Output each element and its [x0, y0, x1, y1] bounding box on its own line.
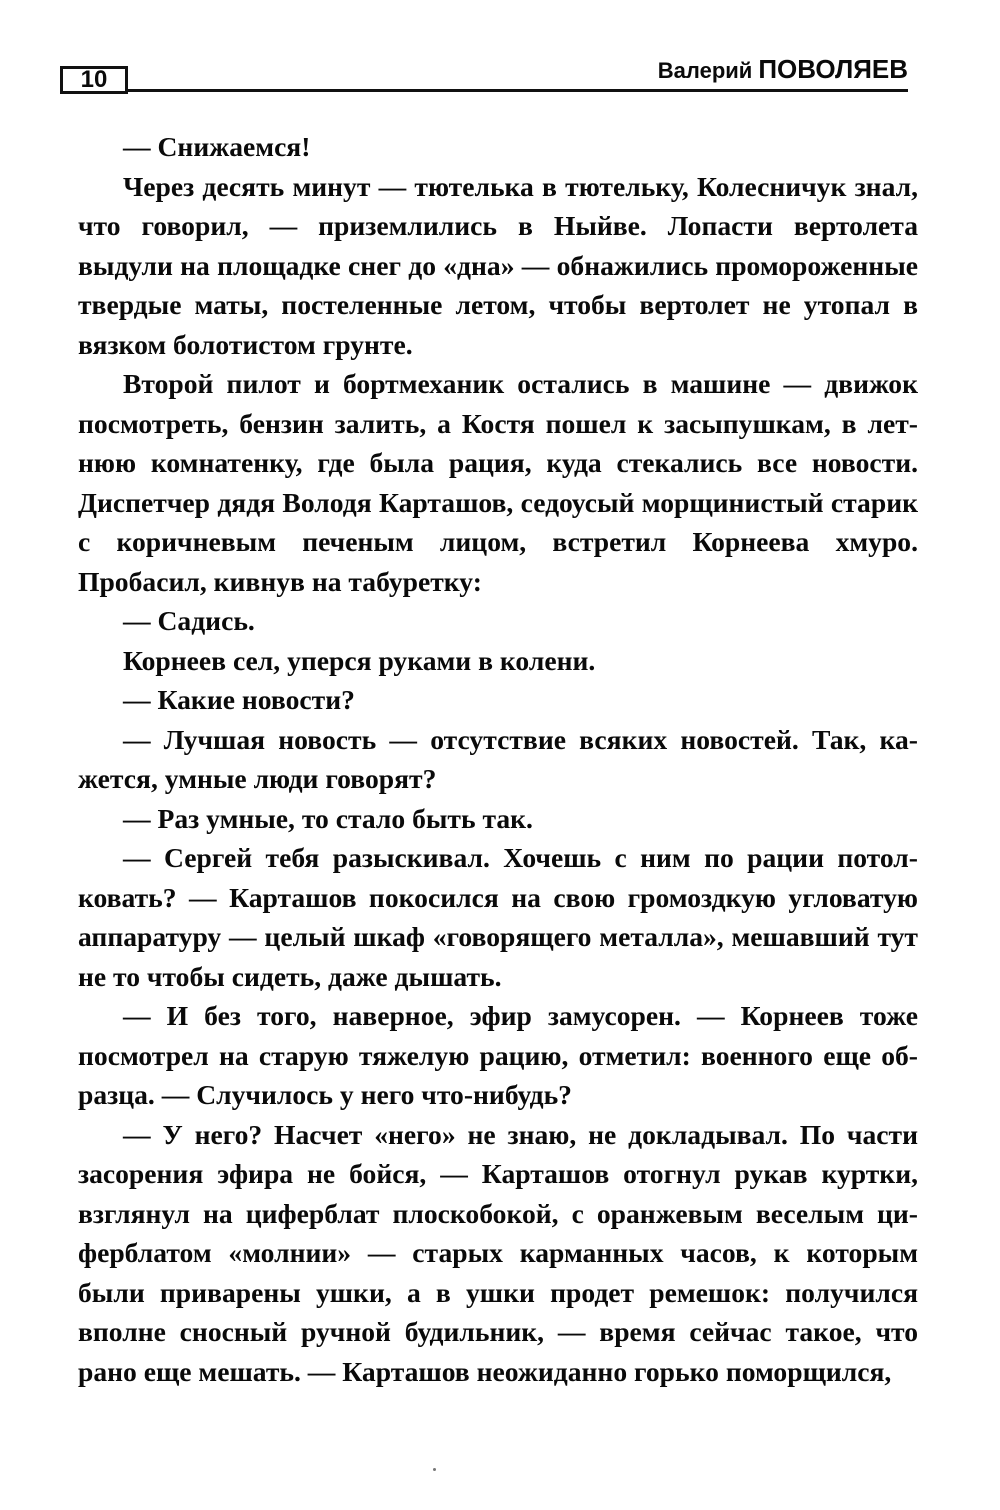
paragraph: — Раз умные, то стало быть так. — [123, 802, 533, 834]
paragraph: — Какие новости? — [123, 684, 355, 715]
running-head — [658, 54, 908, 85]
print-speck — [433, 1468, 436, 1471]
paragraph: — Садись. — [123, 605, 255, 636]
paragraph: — Лучшая новость — отсутствие всяких новостей. Так, кажется, умные люди говорят? — [78, 723, 918, 794]
author-last-name: ПОВОЛЯЕВ — [758, 54, 908, 84]
paragraph: Второй пилот и бортмеханик остались в машине — движок посмотреть, бензин залить, а Костя пошел к засыпушкам, в летнюю комнатенку, где была рация, куда стекались все новости. Диспетчер дядя Володя Карташов, седоусый морщинистый старик с коричневым печеным лицом, встретил Корнеева хмуро. Пробасил, кивнув на табуретку: — [78, 368, 918, 597]
paragraph: Корнеев сел, уперся руками в колени. — [123, 644, 596, 676]
paragraph: — У него? Насчет «него» не знаю, не докладывал. По части засорения эфира не бойся, — Карташов отогнул рукав куртки, взглянул на циферблат плоскобокой, с оранжевым веселым циферблатом «молнии» — старых карманных часов, к которым были приварены ушки, а в ушки продет ремешок: получился вполне сносный ручной будильник, — время сейчас такое, что рано еще мешать. — Карташов неожиданно горько поморщился, — [78, 1118, 918, 1387]
header-rule — [128, 89, 908, 92]
paragraph: Через десять минут — тютелька в тютельку, Колесничук знал, что говорил, — приземлились в Ныйве. Лопасти вертолета выдули на площадке снег до «дна» — обнажились промороженные твердые маты, постеленные летом, чтобы вертолет не утопал в вязком болотистом грунте. — [78, 170, 918, 360]
page-number: 10 — [60, 66, 128, 94]
body-text — [78, 127, 918, 1391]
paragraph: — И без того, наверное, эфир замусорен. — Корнеев тоже посмотрел на старую тяжелую рацию, отметил: военного еще образца. — Случилось у него что-нибудь? — [78, 1000, 918, 1110]
author-first-name: Валерий — [657, 58, 753, 83]
paragraph: — Сергей тебя разыскивал. Хочешь с ним по рации потолковать? — Карташов покосился на свою громоздкую угловатую аппаратуру — целый шкаф «говорящего металла», мешавший тут не то чтобы сидеть, даже дышать. — [78, 842, 918, 992]
paragraph: — Снижаемся! — [123, 131, 311, 162]
